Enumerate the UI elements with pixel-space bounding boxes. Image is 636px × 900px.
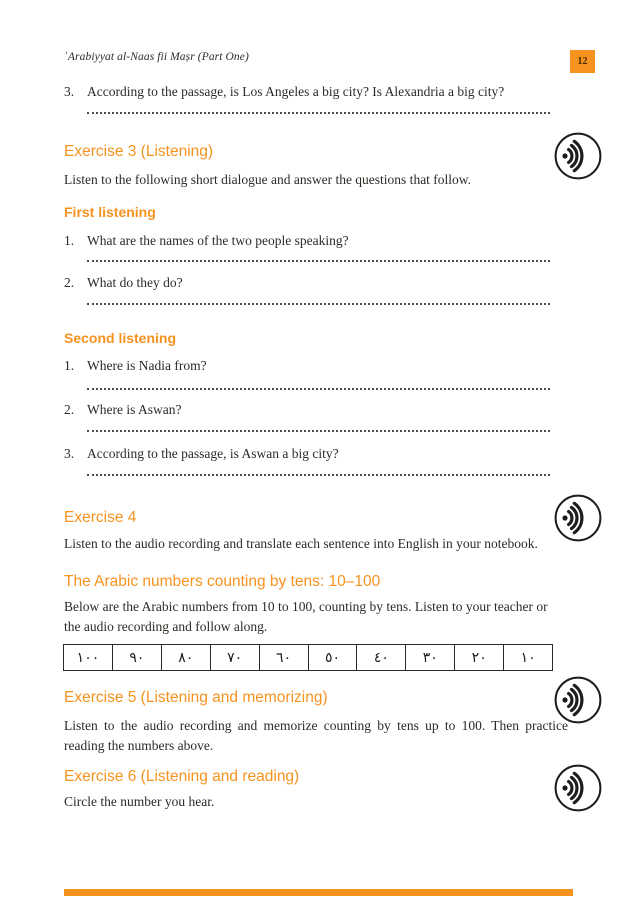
numbers-section-instructions: Below are the Arabic numbers from 10 to 100, counting by tens. Listen to your teacher or the audio recording and follow along. [64, 599, 548, 634]
number-cell: ٥٠ [308, 645, 357, 670]
number-cell: ٢٠ [454, 645, 503, 670]
running-header-title: ʿArabiyyat al-Naas fii Maṣr (Part One) [64, 51, 249, 63]
number-cell: ١٠٠ [76, 649, 100, 666]
arabic-numbers-table [63, 644, 553, 671]
question-text: According to the passage, is Aswan a big city? [87, 446, 339, 461]
second-listening-heading: Second listening [64, 330, 177, 346]
number-cell: ٦٠ [259, 645, 308, 670]
exercise-4-title: Exercise 4 [64, 509, 137, 526]
number-cell: ٨٠ [161, 645, 210, 670]
question-item [64, 358, 564, 374]
audio-waves-icon[interactable] [554, 132, 602, 180]
question-number: 1. [64, 358, 75, 373]
answer-line [87, 303, 550, 305]
question-number: 1. [64, 233, 75, 248]
question-text: Where is Nadia from? [87, 358, 207, 373]
number-cell: ٤٠ [356, 645, 405, 670]
question-text: According to the passage, is Los Angeles a big city? Is Alexandria a big city? [87, 84, 505, 99]
answer-line [87, 430, 550, 432]
answer-line [87, 474, 550, 476]
question-text: What are the names of the two people speaking? [87, 233, 349, 248]
question-number: 2. [64, 402, 75, 417]
answer-line [87, 388, 550, 390]
number-cell: ١٠ [503, 645, 552, 670]
question-number: 2. [64, 275, 75, 290]
question-number: 3. [64, 446, 75, 461]
answer-line [87, 112, 550, 114]
first-listening-heading: First listening [64, 204, 156, 220]
question-item [64, 446, 564, 462]
question-text: What do they do? [87, 275, 183, 290]
question-item [64, 84, 564, 100]
exercise-5-title: Exercise 5 (Listening and memorizing) [64, 689, 328, 706]
numbers-section-heading: The Arabic numbers counting by tens: 10–100 [64, 573, 381, 590]
exercise-5-instructions: Listen to the audio recording and memorize counting by tens up to 100. Then practice reading the numbers above. [64, 718, 568, 753]
question-text: Where is Aswan? [87, 402, 182, 417]
question-item [64, 402, 564, 418]
exercise-3-instructions: Listen to the following short dialogue and answer the questions that follow. [64, 172, 472, 187]
page-number-badge: 12 [570, 50, 595, 73]
footer-accent-bar [64, 889, 573, 896]
number-cell: ٩٠ [112, 645, 161, 670]
exercise-4-instructions: Listen to the audio recording and translate each sentence into English in your notebook. [64, 536, 538, 551]
number-cell: ٧٠ [210, 645, 259, 670]
question-number: 3. [64, 84, 75, 99]
number-cell: ٣٠ [405, 645, 454, 670]
question-item [64, 275, 564, 291]
answer-line [87, 260, 550, 262]
question-item [64, 233, 564, 249]
exercise-3-title: Exercise 3 (Listening) [64, 143, 214, 160]
exercise-6-instructions: Circle the number you hear. [64, 794, 215, 809]
exercise-6-title: Exercise 6 (Listening and reading) [64, 768, 300, 785]
